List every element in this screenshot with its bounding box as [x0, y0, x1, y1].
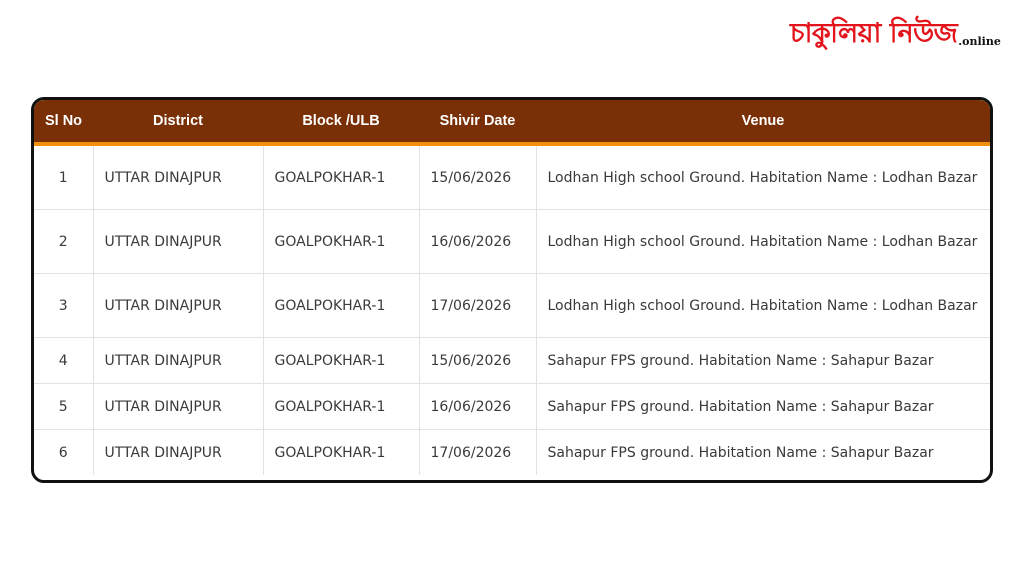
cell-district: UTTAR DINAJPUR [93, 144, 263, 210]
cell-shivir-date: 16/06/2026 [419, 384, 536, 430]
table-header-row [34, 100, 990, 144]
col-header-shivir-date: Shivir Date [419, 100, 536, 144]
cell-venue: Lodhan High school Ground. Habitation Name : Lodhan Bazar [536, 274, 990, 338]
site-logo-suffix: .online [958, 35, 1001, 48]
shivir-schedule-table [31, 97, 993, 483]
cell-block: GOALPOKHAR-1 [263, 430, 419, 476]
cell-sl-no: 4 [34, 338, 93, 384]
site-logo[interactable] [790, 14, 1001, 54]
table-row [34, 384, 990, 430]
cell-district: UTTAR DINAJPUR [93, 430, 263, 476]
table-row [34, 274, 990, 338]
table-row [34, 144, 990, 210]
cell-venue: Sahapur FPS ground. Habitation Name : Sahapur Bazar [536, 384, 990, 430]
cell-sl-no: 2 [34, 210, 93, 274]
col-header-venue: Venue [536, 100, 990, 144]
cell-district: UTTAR DINAJPUR [93, 274, 263, 338]
cell-venue: Sahapur FPS ground. Habitation Name : Sahapur Bazar [547, 444, 934, 461]
cell-sl-no: 3 [34, 274, 93, 338]
col-header-sl-no: Sl No [34, 100, 93, 144]
cell-sl-no: 1 [34, 144, 93, 210]
cell-block: GOALPOKHAR-1 [263, 384, 419, 430]
table-row [34, 338, 990, 384]
cell-shivir-date: 16/06/2026 [419, 210, 536, 274]
table-row [34, 430, 990, 476]
cell-block: GOALPOKHAR-1 [263, 144, 419, 210]
col-header-block: Block /ULB [263, 100, 419, 144]
cell-shivir-date: 17/06/2026 [419, 274, 536, 338]
cell-district: UTTAR DINAJPUR [93, 210, 263, 274]
cell-shivir-date: 15/06/2026 [419, 338, 536, 384]
cell-shivir-date: 17/06/2026 [419, 430, 536, 476]
table-row [34, 210, 990, 274]
cell-venue: Lodhan High school Ground. Habitation Name : Lodhan Bazar [536, 144, 990, 210]
cell-sl-no: 6 [34, 430, 93, 476]
cell-venue: Sahapur FPS ground. Habitation Name : Sahapur Bazar [536, 338, 990, 384]
cell-venue: Lodhan High school Ground. Habitation Name : Lodhan Bazar [536, 210, 990, 274]
cell-block: GOALPOKHAR-1 [263, 274, 419, 338]
col-header-district: District [93, 100, 263, 144]
site-logo-name: চাকুলিয়া নিউজ [790, 18, 958, 49]
cell-shivir-date: 15/06/2026 [419, 144, 536, 210]
cell-district: UTTAR DINAJPUR [93, 338, 263, 384]
cell-district: UTTAR DINAJPUR [93, 384, 263, 430]
cell-block: GOALPOKHAR-1 [263, 210, 419, 274]
cell-sl-no: 5 [34, 384, 93, 430]
cell-block: GOALPOKHAR-1 [263, 338, 419, 384]
